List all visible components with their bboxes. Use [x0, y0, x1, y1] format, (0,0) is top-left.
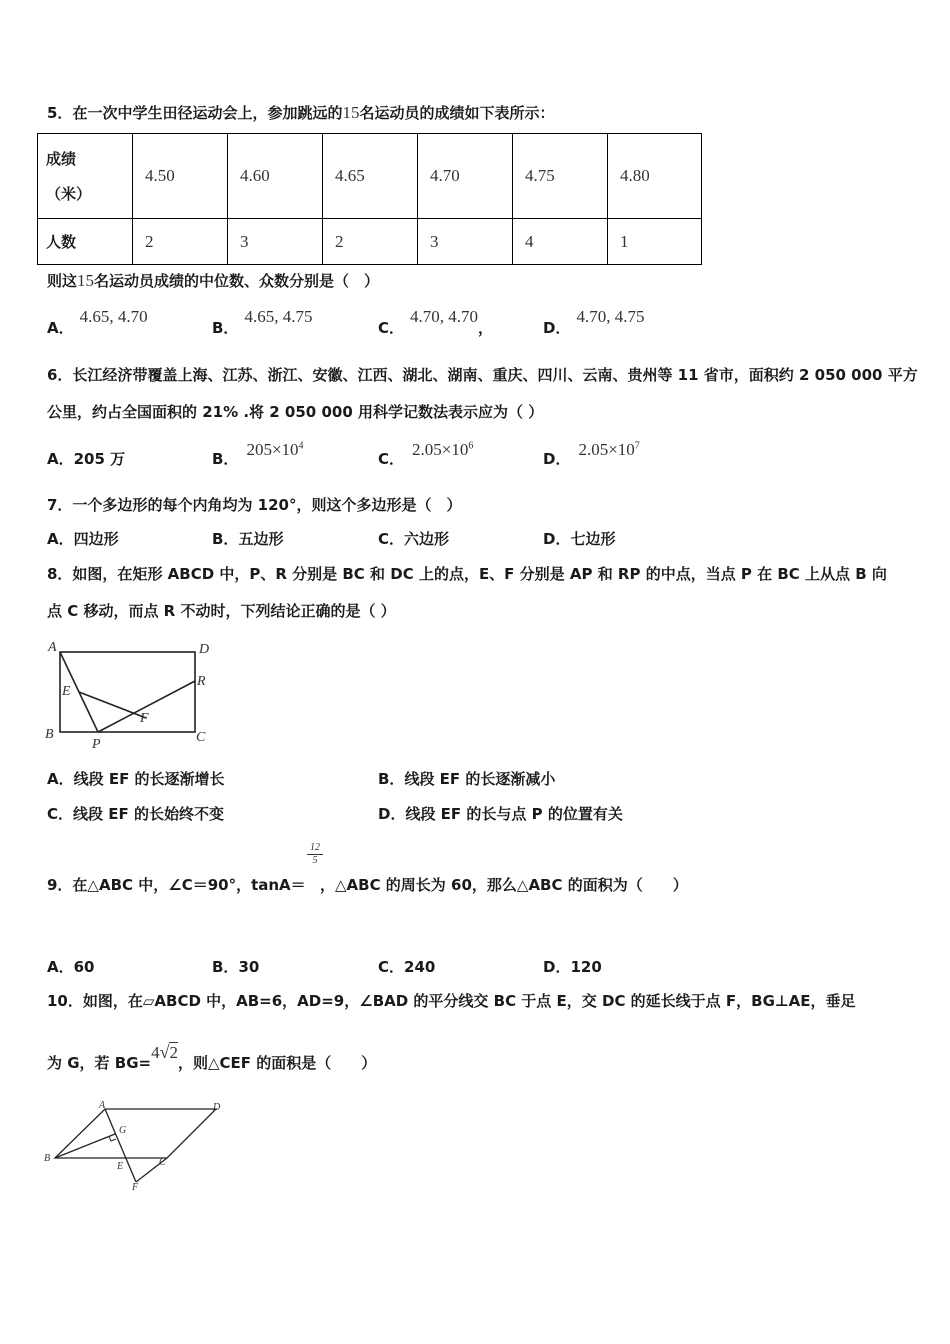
score-cell: 4.65: [323, 134, 418, 219]
q9-option-b[interactable]: B．30: [212, 958, 260, 976]
label-e: E: [62, 684, 71, 699]
q6-option-b[interactable]: B． $205\times 10^4$: [212, 440, 304, 468]
count-cell: 2: [133, 219, 228, 265]
q7-prompt: 7．一个多边形的每个内角均为 120°，则这个多边形是（ ）: [47, 496, 462, 514]
score-cell: 4.70: [418, 134, 513, 219]
label-d: D: [199, 642, 210, 657]
q7-option-d[interactable]: D．七边形: [543, 530, 616, 548]
q8-line1: 8．如图，在矩形 ABCD 中，P、R 分别是 BC 和 DC 上的点，E、F 分别是 AP 和 RP 的中点，当点 P 在 BC 上从点 B 向: [47, 565, 887, 583]
q5-prompt: 5．在一次中学生田径运动会上，参加跳远的15名运动员的成绩如下表所示：: [47, 103, 555, 122]
q9-tan-fraction: 12 5: [307, 842, 323, 867]
q6-option-c[interactable]: C． $2.05\times 10^6$: [378, 440, 474, 468]
score-cell: 4.75: [513, 134, 608, 219]
q6-option-d[interactable]: D． $2.05\times 10^7$: [543, 440, 640, 468]
table-header-count: 人数: [38, 219, 133, 265]
q8-option-c[interactable]: C．线段 EF 的长始终不变: [47, 805, 224, 823]
score-cell: 4.80: [608, 134, 702, 219]
label-d: D: [213, 1102, 221, 1113]
table-header-score: 成绩 （米）: [38, 134, 133, 219]
q6-line1: 6．长江经济带覆盖上海、江苏、浙江、安徽、江西、湖北、湖南、重庆、四川、云南、贵州等 11 省市，面积约 2 050 000 平方: [47, 366, 918, 384]
label-a: A: [99, 1100, 106, 1111]
q9-prompt-b: ，△ABC 的周长为 60，那么△ABC 的面积为（ ）: [320, 876, 688, 894]
label-r: R: [197, 674, 206, 689]
q5-option-b[interactable]: B．4.65, 4.75: [212, 307, 313, 337]
label-c: C: [159, 1157, 166, 1168]
q10-parallelogram-figure: [36, 1096, 236, 1196]
q8-option-d[interactable]: D．线段 EF 的长与点 P 的位置有关: [378, 805, 623, 823]
q5-option-c[interactable]: C．4.70, 4.70，: [378, 307, 494, 337]
label-c: C: [196, 730, 206, 745]
q10-line1: 10．如图，在▱ABCD 中，AB=6，AD=9，∠BAD 的平分线交 BC 于点 E，交 DC 的延长线于点 F，BG⊥AE，垂足: [47, 992, 856, 1010]
q7-option-c[interactable]: C．六边形: [378, 530, 450, 548]
q7-option-a[interactable]: A．四边形: [47, 530, 119, 548]
q5-score-table: [37, 133, 702, 265]
q8-option-a[interactable]: A．线段 EF 的长逐渐增长: [47, 770, 225, 788]
count-cell: 2: [323, 219, 418, 265]
q8-line2: 点 C 移动，而点 R 不动时，下列结论正确的是（ ）: [47, 602, 396, 620]
score-cell: 4.50: [133, 134, 228, 219]
label-f: F: [140, 711, 149, 726]
count-cell: 3: [228, 219, 323, 265]
q7-option-b[interactable]: B．五边形: [212, 530, 284, 548]
label-g: G: [119, 1125, 127, 1136]
q5-option-a[interactable]: A．4.65, 4.70: [47, 307, 148, 337]
q6-option-a[interactable]: A．205 万: [47, 450, 126, 468]
q8-rectangle-figure: [40, 634, 230, 754]
score-cell: 4.60: [228, 134, 323, 219]
label-f: F: [132, 1182, 139, 1193]
q9-option-a[interactable]: A．60: [47, 958, 95, 976]
q5-option-d[interactable]: D．4.70, 4.75: [543, 307, 645, 337]
q9-option-c[interactable]: C．240: [378, 958, 436, 976]
label-a: A: [48, 640, 57, 655]
q9-option-d[interactable]: D．120: [543, 958, 602, 976]
count-cell: 4: [513, 219, 608, 265]
count-cell: 3: [418, 219, 513, 265]
q5-followup: 则这15名运动员成绩的中位数、众数分别是（ ）: [47, 271, 380, 290]
q6-line2: 公里，约占全国面积的 21% .将 2 050 000 用科学记数法表示应为（ ）: [47, 403, 544, 421]
count-cell: 1: [608, 219, 702, 265]
q9-prompt-a: 9．在△ABC 中，∠C＝90°，tanA＝: [47, 876, 306, 894]
segment-bg: [55, 1134, 115, 1158]
label-e: E: [117, 1161, 124, 1172]
right-angle-mark: [109, 1136, 116, 1141]
label-b: B: [44, 1153, 51, 1164]
label-b: B: [45, 727, 54, 742]
parallelogram-abcd: [55, 1109, 216, 1158]
label-p: P: [92, 737, 101, 752]
q8-option-b[interactable]: B．线段 EF 的长逐渐减小: [378, 770, 556, 788]
q10-line2: 为 G，若 BG=4√2，则△CEF 的面积是（ ）: [47, 1042, 377, 1072]
